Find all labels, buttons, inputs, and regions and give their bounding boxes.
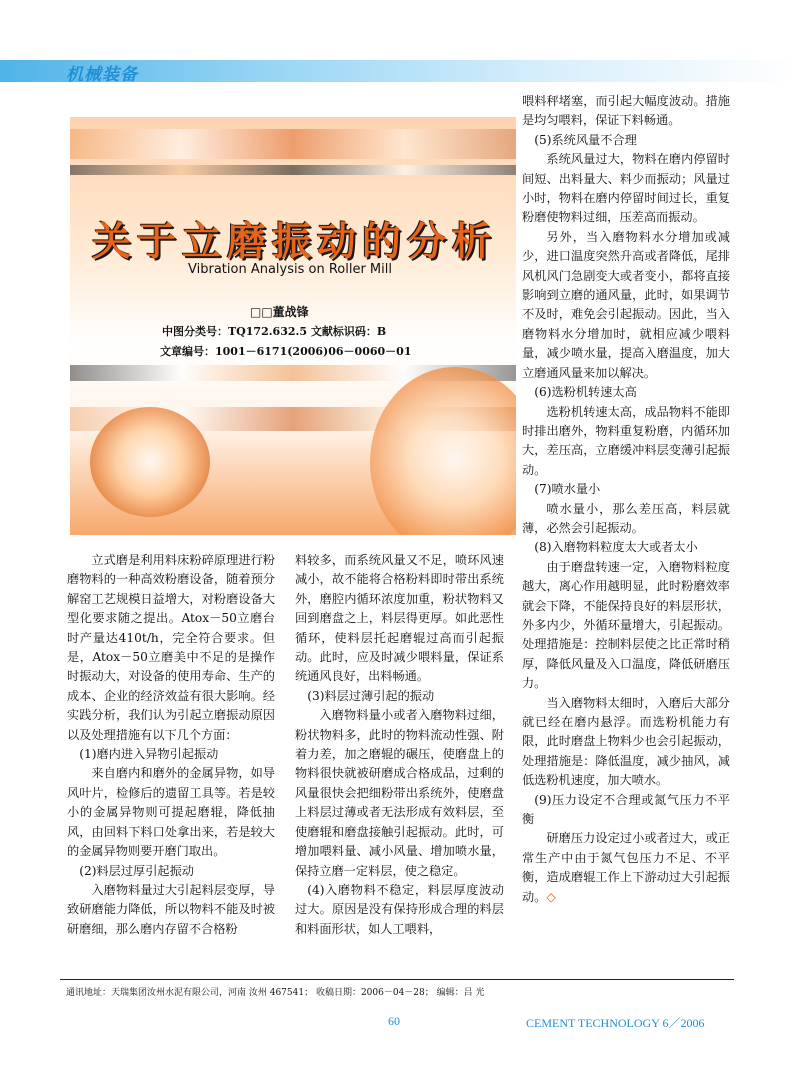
hero-glow [90,407,210,517]
article-title: 关于立磨振动的分析 [92,220,498,265]
section-heading: (6)选粉机转速太高 [534,385,637,400]
paragraph: 研磨压力设定过小或者过大，或正常生产中由于氮气包压力不足、不平衡，造成磨辊工作上下游动过大引起振动。◇ [522,831,730,904]
journal-name: CEMENT TECHNOLOGY 6／2006 [526,1016,705,1030]
paragraph: 入磨物料量小或者入磨物料过细，粉状物料多，此时的物料流动性强、附着力差，加之磨辊的碾压，使磨盘上的物料很快就被研磨成合格成品，过剩的风量很快会把细粉带出系统外，使磨盘上料层过薄或者无法形成有效料层，至使磨辊和磨盘接触引起振动。此时，可增加喂料量、减小风量、增加喷水量，保持立磨一定料层，使之稳定。 [295,708,504,878]
body-column-3 [522,92,730,907]
body-column-1 [67,551,275,939]
footnote: 通讯地址：天瑞集团汝州水泥有限公司，河南 汝州 467541； 收稿日期：2006－04－28； 编辑：吕 光 [66,988,485,998]
page-number: 60 [388,1014,400,1028]
hero-glow [370,367,516,535]
section-heading: (1)磨内进入异物引起振动 [79,747,219,762]
hero-banner [70,117,516,535]
paragraph: 来自磨内和磨外的金属异物，如导风叶片，检修后的遗留工具等。若是较小的金属异物则可提起磨辊，降低抽风，由回料下料口处拿出来，若是较大的金属异物则要开磨门取出。 [67,766,275,859]
paragraph: 立式磨是利用料床粉碎原理进行粉磨物料的一种高效粉磨设备，随着预分解窑工艺规模日益增大，对粉磨设备大型化要求随之提出。Atox－50立磨台时产量达410t/h，完全符合要求。但是，Atox－50立磨美中不足的是操作时振动大，对设备的使用寿命、生产的成本、企业的经济效益有很大影响。经实践分析，我们认为引起立磨振动原因以及处理措施有以下几个方面： [67,553,275,742]
section-heading: (2)料层过厚引起振动 [79,863,194,878]
section-heading: (8)入磨物料粒度太大或者太小 [534,540,698,555]
end-of-article-icon: ◇ [546,889,556,904]
paragraph: 系统风量过大，物料在磨内停留时间短、出料量大、料少而振动；风量过小时，物料在磨内停留时间过长，重复粉磨使物料过细，压差高而振动。 [522,152,730,225]
hero-stripe [70,165,516,175]
article-subtitle-en: Vibration Analysis on Roller Mill [188,262,392,277]
paragraph: 选粉机转速太高，成品物料不能即时排出磨外，物料重复粉磨，内循环加大，差压高，立磨缓冲料层变薄引起振动。 [522,404,730,477]
section-heading: (7)喷水量小 [534,482,601,497]
paragraph: 当入磨物料太细时，入磨后大部分就已经在磨内悬浮。而选粉机能力有限，此时磨盘上物料少也会引起振动，处理措施是：降低温度，减少抽风，减低选粉机速度，加大喷水。 [522,695,730,788]
paragraph: 喷水量小，那么差压高，料层就薄，必然会引起振动。 [522,501,730,535]
paragraph: 入磨物料量过大引起料层变厚，导致研磨能力降低，所以物料不能及时被研磨细，那么磨内存留不合格粉 [67,882,275,936]
footer-rule [60,979,734,980]
body-column-2 [295,551,504,939]
article-author: □□董战锋 [250,305,309,319]
section-label: 机械装备 [66,65,138,85]
section-heading: (9)压力设定不合理或氮气压力不平衡 [522,792,730,827]
section-heading: (4)入磨物料不稳定，料层厚度波动过大。原因是没有保持形成合理的料层和料面形状，如人工喂料， [295,882,504,936]
paragraph: 由于磨盘转速一定，入磨物料粒度越大，离心作用越明显，此时粉磨效率就会下降，不能保持良好的料层形状，外多内少，外循环量增大，引起振动。处理措施是：控制料层使之比正常时稍厚，降低风量及入口温度，降低研磨压力。 [522,559,730,691]
classification-line: 中图分类号：TQ172.632.5 文献标识码：B [162,325,387,338]
hero-stripe [70,129,516,159]
section-heading: (3)料层过薄引起的振动 [307,688,435,703]
document-number-line: 文章编号：1001－6171(2006)06－0060－01 [160,345,412,358]
section-heading: (5)系统风量不合理 [534,132,637,147]
paragraph: 料较多，而系统风量又不足，喷环风速减小，故不能将合格粉料即时带出系统外，磨腔内循环浓度加重，粉状物料又回到磨盘之上，料层得更厚。如此恶性循环，使料层托起磨辊过高而引起振动。此时，应及时减少喂料量，保证系统通风良好，出料畅通。 [295,553,504,684]
paragraph: 喂料秤堵塞，而引起大幅度波动。措施是均匀喂料，保证下料畅通。 [522,94,730,128]
paragraph: 另外，当入磨物料水分增加或减少，进口温度突然升高或者降低，尾排风机风门急剧变大或者变小，都将直接影响到立磨的通风量，此时，如果调节不及时，难免会引起振动。因此，当入磨物料水分增加时，就相应减少喂料量，减少喷水量，提高入磨温度，加大立磨通风量来加以解决。 [522,229,730,380]
